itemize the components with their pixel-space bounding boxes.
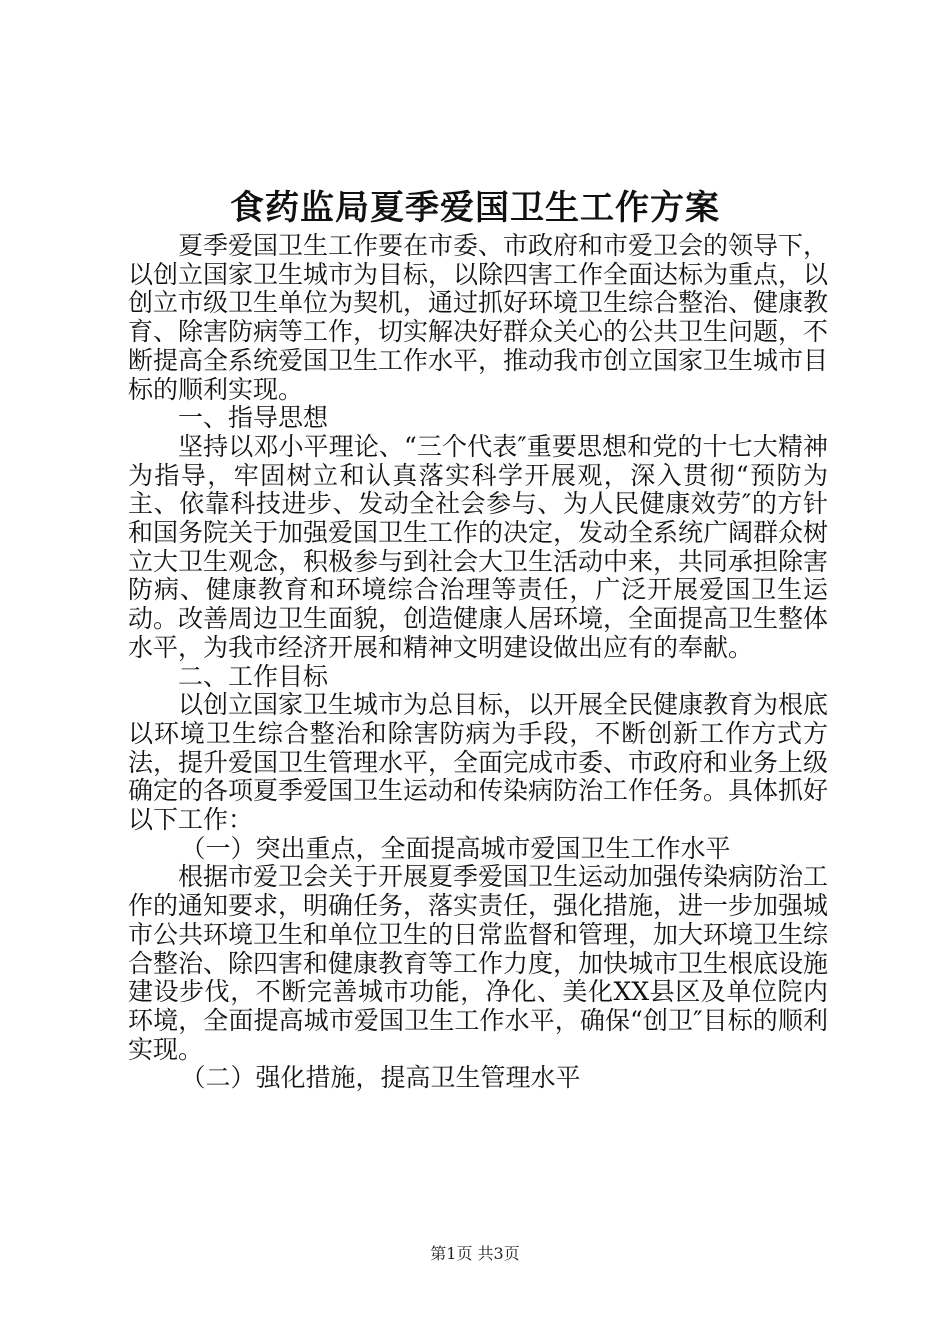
document-body bbox=[128, 232, 828, 1093]
document-title: 食药监局夏季爱国卫生工作方案 bbox=[230, 188, 720, 228]
work-goals-paragraph: 以创立国家卫生城市为总目标，以开展全民健康教育为根底以环境卫生综合整治和除害防病为手段，不断创新工作方式方法，提升爱国卫生管理水平，全面完成市委、市政府和业务上级确定的各项夏季爱国卫生运动和传染病防治工作任务。具体抓好以下工作： bbox=[128, 690, 829, 835]
intro-paragraph: 夏季爱国卫生工作要在市委、市政府和市爱卫会的领导下，以创立国家卫生城市为目标，以除四害工作全面达标为重点，以创立市级卫生单位为契机，通过抓好环境卫生综合整治、健康教育、除害防病等工作，切实解决好群众关心的公共卫生问题，不断提高全系统爱国卫生工作水平，推动我市创立国家卫生城市目标的顺利实现。 bbox=[128, 231, 829, 404]
guiding-ideology-paragraph: 坚持以邓小平理论、“三个代表″重要思想和党的十七大精神为指导，牢固树立和认真落实科学开展观，深入贯彻“预防为主、依靠科技进步、发动全社会参与、为人民健康效劳″的方针和国务院关于加强爱国卫生工作的决定，发动全系统广阔群众树立大卫生观念，积极参与到社会大卫生活动中来，共同承担除害防病、健康教育和环境综合治理等责任，广泛开展爱国卫生运动。改善周边卫生面貌，创造健康人居环境，全面提高卫生整体水平，为我市经济开展和精神文明建设做出应有的奉献。 bbox=[128, 431, 829, 662]
subsection-1-paragraph: 根据市爱卫会关于开展夏季爱国卫生运动加强传染病防治工作的通知要求，明确任务，落实责任，强化措施，进一步加强城市公共环境卫生和单位卫生的日常监督和管理，加大环境卫生综合整治、除四害和健康教育等工作力度，加快城市卫生根底设施建设步伐，不断完善城市功能，净化、美化XX县区及单位院内环境，全面提高城市爱国卫生工作水平，确保“创卫″目标的顺利实现。 bbox=[128, 862, 829, 1064]
subsection-heading-2: （二）强化措施，提高卫生管理水平 bbox=[180, 1063, 581, 1093]
section-heading-work-goals: 二、工作目标 bbox=[178, 661, 329, 691]
page-number-footer: 第1页 共3页 bbox=[430, 1244, 520, 1263]
section-heading-guiding-ideology: 一、指导思想 bbox=[178, 403, 329, 433]
subsection-heading-1: （一）突出重点，全面提高城市爱国卫生工作水平 bbox=[180, 833, 731, 863]
